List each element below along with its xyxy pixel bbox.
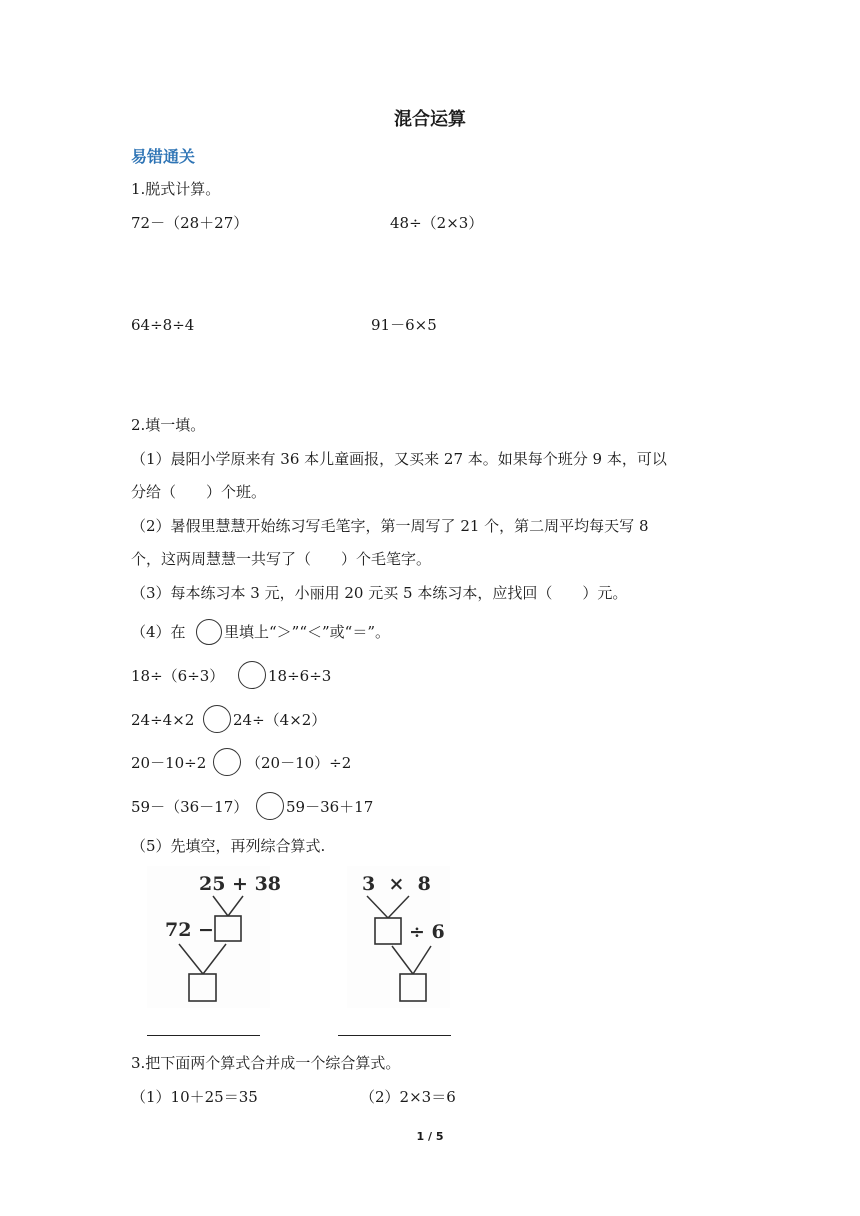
q3-item-2: （2）2×3＝6 [360, 1088, 456, 1106]
section-heading: 易错通关 [131, 147, 196, 166]
q1-expr-2: 48÷（2×3） [390, 214, 484, 232]
answer-line-2[interactable] [338, 1035, 451, 1036]
compare-2-circle-blank[interactable] [203, 705, 231, 733]
q2-p2-line1: （2）暑假里慧慧开始练习写毛笔字，第一周写了 21 个，第二周平均每天写 8 [131, 517, 649, 535]
compare-1-right: 18÷6÷3 [268, 667, 332, 685]
q2-heading: 2.填一填。 [131, 416, 206, 434]
calc-tree-diagram-1 [147, 866, 282, 1008]
compare-4-circle-blank[interactable] [256, 792, 284, 820]
q2-p1-line1: （1）晨阳小学原来有 36 本儿童画报，又买来 27 本。如果每个班分 9 本，可以 [131, 450, 667, 468]
page-title: 混合运算 [394, 109, 466, 130]
diagram1-top-expr: 25 + 38 [199, 873, 282, 895]
q2-p5: （5）先填空，再列综合算式. [131, 837, 326, 855]
compare-1-left: 18÷（6÷3） [131, 667, 225, 685]
q2-p1-line2: 分给（ ）个班。 [131, 483, 267, 501]
compare-2-left: 24÷4×2 [131, 711, 195, 729]
q3-heading: 3.把下面两个算式合并成一个综合算式。 [131, 1054, 401, 1072]
diagram1-box-middle [215, 916, 241, 941]
page-number: 1 / 5 [416, 1130, 444, 1143]
compare-2-right: 24÷（4×2） [233, 711, 327, 729]
q3-item-1: （1）10＋25＝35 [131, 1088, 258, 1106]
calc-tree-diagram-2 [347, 866, 450, 1008]
diagram2-top-expr: 3 × 8 [362, 873, 431, 895]
circle-icon [196, 619, 222, 645]
compare-3-left: 20－10÷2 [131, 754, 207, 772]
compare-3-right: （20－10）÷2 [246, 754, 352, 772]
compare-4-right: 59－36＋17 [286, 798, 374, 816]
diagram2-mid-expr: ÷ 6 [409, 921, 445, 943]
q2-p3: （3）每本练习本 3 元，小丽用 20 元买 5 本练习本，应找回（ ）元。 [131, 584, 628, 602]
q2-p2-line2: 个，这两周慧慧一共写了（ ）个毛笔字。 [131, 550, 432, 568]
diagram1-mid-expr: 72 − [165, 919, 214, 941]
q1-heading: 1.脱式计算。 [131, 180, 221, 198]
compare-3-circle-blank[interactable] [213, 748, 241, 776]
diagram2-box-bottom [400, 974, 426, 1001]
diagram2-box-middle [375, 918, 401, 944]
q2-p4-prefix: （4）在 [131, 623, 186, 641]
q1-expr-1: 72－（28＋27） [131, 214, 249, 232]
q1-expr-4: 91－6×5 [371, 316, 437, 334]
q2-p4-suffix: 里填上“＞”“＜”或“＝”。 [224, 623, 391, 641]
answer-line-1[interactable] [147, 1035, 260, 1036]
compare-1-circle-blank[interactable] [238, 661, 266, 689]
diagram1-box-bottom [189, 974, 216, 1001]
compare-4-left: 59－（36－17） [131, 798, 249, 816]
q1-expr-3: 64÷8÷4 [131, 316, 195, 334]
